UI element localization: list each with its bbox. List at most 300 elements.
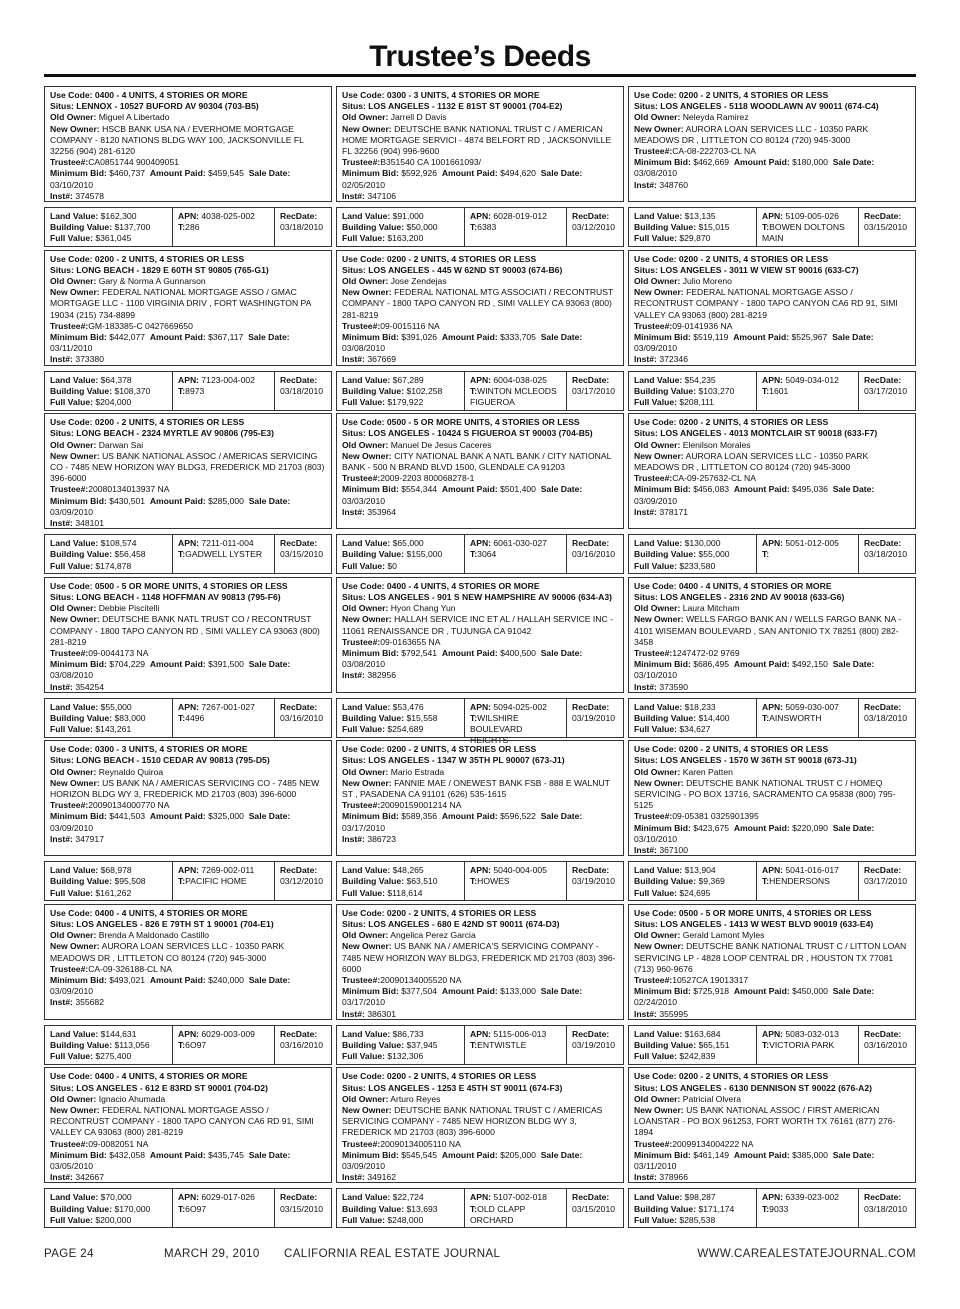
use-code-line: Use Code: 0200 - 2 UNITS, 4 STORIES OR LESS [634,1071,829,1082]
apn-column: APN: 5109-005-026 T:BOWEN DOLTONS MAIN [757,208,859,246]
land-value: $144,631 [100,1028,137,1039]
rec-date: 03/12/2010 [280,876,324,887]
old-owner: Jose Zendejas [390,275,447,286]
building-value: $15,558 [406,712,438,723]
record-details [628,577,916,693]
new-owner: HSCB BANK USA NA / EVERHOME MORTGAGE COMPANY - 8120 NATIONS BLDG WAY 100, JACKSONVILLE FL 32256 (904) 281-6120 [50,123,304,157]
record-values [44,1188,332,1228]
record-values [628,861,916,901]
use-code-line: Use Code: 0400 - 4 UNITS, 4 STORIES OR MORE [342,580,540,591]
new-owner-line: New Owner: DEUTSCHE BANK NATIONAL TRUST C / LITTON LOAN SERVICING LP - 4828 LOOP CENTRAL DR , HOUSTON TX 77081 (713) 960-9676 [634,941,907,974]
sale-date: 02/24/2010 [634,997,678,1008]
use-code: 0200 - 2 UNITS, 4 STORIES OR LESS [678,744,829,755]
amount-paid: $525,967 [791,331,828,342]
record-values [628,207,916,247]
minimum-bid: $589,356 [401,811,438,822]
record-details [44,904,332,1020]
new-owner: AURORA LOAN SERVICES LLC - 10350 PARK MEADOWS DR , LITTLETON CO 80124 (720) 945-3000 [634,450,869,472]
recdate-column: RecDate: 03/16/2010 [275,699,331,737]
record-values [336,1188,624,1228]
new-owner: DEUTSCHE BANK NATIONAL TRUST C / HOMEQ SERVICING - PO BOX 13716, SACRAMENTO CA 95838 (800) 795-5125 [634,777,896,811]
record-details [336,413,624,529]
old-owner: Ignacio Ahumada [98,1093,166,1104]
inst-number: 374578 [75,190,104,201]
record-details [628,904,916,1020]
sale-date: 03/10/2010 [634,833,678,844]
trustee-line: Trustee#:09-05381 0325901395 [634,811,759,822]
apn-column: APN: 7269-002-011 T:PACIFIC HOME [173,862,275,900]
tract: 9033 [769,1203,789,1214]
building-value: $95,508 [114,876,146,887]
record-values [628,371,916,411]
trustee-number: 09-05381 0325901395 [672,811,759,822]
record-values [44,698,332,738]
inst-line: Inst#: 353964 [342,506,396,517]
footer-date: MARCH 29, 2010 [164,1248,260,1260]
trustee-line: Trustee#:20080134013937 NA [50,484,170,495]
apn: 7267-001-027 [201,701,255,712]
use-code: 0200 - 2 UNITS, 4 STORIES OR LESS [678,253,829,264]
full-value: $275,400 [95,1051,132,1062]
bid-line: Minimum Bid: $430,501 Amount Paid: $285,000 Sale Date: 03/09/2010 [50,495,291,517]
building-value: $15,015 [698,222,730,233]
amount-paid: $391,500 [208,659,244,670]
inst-line: Inst#: 367100 [634,845,688,856]
rec-date: 03/12/2010 [572,222,616,233]
amount-paid: $492,150 [792,659,828,670]
land-value: $65,000 [392,538,424,549]
recdate-column: RecDate: 03/12/2010 [567,208,623,246]
situs: LOS ANGELES - 1413 W WEST BLVD 90019 (633-E4) [660,919,874,930]
bid-line: Minimum Bid: $725,918 Amount Paid: $450,000 Sale Date: 02/24/2010 [634,986,875,1008]
inst-number: 355995 [659,1008,688,1019]
new-owner: FEDERAL NATIONAL MORTGAGE ASSO / RECONTRUST COMPANY - 1800 TAPO CANYON CA6 RD 91, SIMI VALLEY CA 93063 (800) 281-8219 [50,1104,314,1138]
apn-column: APN: 5107-002-018 T:OLD CLAPP ORCHARD [465,1189,567,1227]
bid-line: Minimum Bid: $686,495 Amount Paid: $492,150 Sale Date: 03/10/2010 [634,659,875,681]
old-owner-line: Old Owner: Gerald Lamont Myles [634,930,765,941]
trustee-number: 20080134013937 NA [88,484,170,495]
recdate-column: RecDate: 03/18/2010 [859,535,915,573]
sale-date: 03/09/2010 [342,1161,386,1171]
land-value: $98,287 [684,1192,716,1203]
tract: BOWEN DOLTONS MAIN [762,222,845,244]
recdate-column: RecDate: 03/19/2010 [567,699,623,737]
new-owner-line: New Owner: HSCB BANK USA NA / EVERHOME MORTGAGE COMPANY - 8120 NATIONS BLDG WAY 100, JACKSONVILLE FL 32256 (904) 281-6120 [50,123,304,157]
recdate-column: RecDate: 03/12/2010 [275,862,331,900]
old-owner-line: Old Owner: Mario Estrada [342,766,445,777]
new-owner-line: New Owner: US BANK NATIONAL ASSOC / FIRST AMERICAN LOANSTAR - PO BOX 961253, FORT WORTH TX 76161 (877) 276-1894 [634,1104,896,1138]
recdate-column: RecDate: 03/15/2010 [275,1189,331,1227]
sale-date: 03/11/2010 [50,343,93,354]
situs: LOS ANGELES - 5118 WOODLAWN AV 90011 (674-C4) [660,101,879,112]
inst-number: 378966 [659,1172,688,1183]
tract: ENTWISTLE [477,1040,527,1051]
situs-line: Situs: LOS ANGELES - 445 W 62ND ST 90003 (674-B6) [342,264,563,275]
recdate-column: RecDate: 03/16/2010 [567,535,623,573]
trustee-line: Trustee#:09-0082051 NA [50,1138,149,1149]
old-owner: Brenda A Maldonado Castillo [98,930,210,941]
inst-number: 355682 [75,997,104,1008]
bid-line: Minimum Bid: $441,503 Amount Paid: $325,000 Sale Date: 03/09/2010 [50,811,291,833]
apn-column: APN: 5041-016-017 T:HENDERSONS [757,862,859,900]
trustee-deed-record [336,413,624,577]
new-owner: AURORA LOAN SERVICES LLC - 10350 PARK MEADOWS DR , LITTLETON CO 80124 (720) 945-3000 [634,123,869,145]
bid-line: Minimum Bid: $519,119 Amount Paid: $525,967 Sale Date: 03/09/2010 [634,331,874,354]
inst-line: Inst#: 367669 [342,354,396,365]
land-value: $22,724 [392,1192,424,1203]
situs: LENNOX - 10527 BUFORD AV 90304 (703-B5) [76,101,259,112]
trustee-line: Trustee#:09-0163655 NA [342,636,441,647]
record-details [336,740,624,856]
sale-date: 03/08/2010 [342,659,386,670]
old-owner-line: Old Owner: Brenda A Maldonado Castillo [50,930,210,941]
bid-line: Minimum Bid: $545,545 Amount Paid: $205,000 Sale Date: 03/09/2010 [342,1149,583,1171]
use-code: 0200 - 2 UNITS, 4 STORIES OR LESS [678,90,829,100]
new-owner-line: New Owner: DEUTSCHE BANK NATIONAL TRUST C / AMERICAN HOME MORTGAGE SERVICI - 4874 BELFORT RD , JACKSONVILLE FL 32256 (904) 996-9600 [342,123,612,157]
record-values [336,207,624,247]
situs: LOS ANGELES - 901 S NEW HAMPSHIRE AV 90006 (634-A3) [368,591,612,602]
trustee-deed-record [44,413,332,577]
trustee-number: CA-09-326188-CL NA [88,963,172,974]
situs: LONG BEACH - 1148 HOFFMAN AV 90813 (795-F6) [76,591,281,602]
inst-number: 386723 [367,833,396,844]
inst-number: 372346 [659,354,688,365]
page-title: Trustee’s Deeds [369,40,591,73]
bid-line: Minimum Bid: $460,737 Amount Paid: $459,545 Sale Date: 03/10/2010 [50,168,291,190]
new-owner-line: New Owner: DEUTSCHE BANK NATL TRUST CO / RECONTRUST COMPANY - 1800 TAPO CANYON RD , SIMI VALLEY CA 93063 (800) 281-8219 [50,614,320,647]
building-value: $56,458 [114,549,146,560]
trustee-line: Trustee#:B351540 CA 1001661093/ [342,157,482,168]
use-code: 0200 - 2 UNITS, 4 STORIES OR LESS [386,1071,537,1082]
use-code-line: Use Code: 0200 - 2 UNITS, 4 STORIES OR LESS [50,417,245,428]
apn: 5083-032-013 [785,1028,839,1039]
minimum-bid: $725,918 [693,986,730,997]
apn: 5094-025-002 [493,701,547,712]
inst-line: Inst#: 372346 [634,354,688,365]
trustee-deed-record [336,250,624,414]
recdate-column: RecDate: 03/15/2010 [859,208,915,246]
use-code-line: Use Code: 0400 - 4 UNITS, 4 STORIES OR MORE [634,580,832,591]
tract: PACIFIC HOME [185,876,247,887]
minimum-bid: $460,737 [109,168,146,179]
trustee-number: 1247472-02 9769 [672,647,740,658]
rec-date: 03/15/2010 [280,549,324,560]
trustee-line: Trustee#:CA-09-257632-CL NA [634,473,756,484]
new-owner-line: New Owner: AURORA LOAN SERVICES LLC - 10350 PARK MEADOWS DR , LITTLETON CO 80124 (720) 945-3000 [50,941,285,963]
sale-date: 02/05/2010 [342,179,386,190]
land-value: $55,000 [100,701,132,712]
old-owner-line: Old Owner: Jose Zendejas [342,275,447,286]
land-value: $162,300 [100,211,137,221]
use-code: 0200 - 2 UNITS, 4 STORIES OR LESS [678,417,829,428]
situs-line: Situs: LOS ANGELES - 1253 E 45TH ST 90011 (674-F3) [342,1082,563,1093]
old-owner-line: Old Owner: Elenilson Morales [634,439,751,450]
inst-line: Inst#: 386301 [342,1008,396,1019]
inst-line: Inst#: 355995 [634,1008,688,1019]
situs-line: Situs: LOS ANGELES - 826 E 79TH ST 1 90001 (704-E1) [50,919,274,930]
rec-date: 03/16/2010 [280,712,324,723]
full-value: $233,580 [679,560,716,571]
record-details [336,577,624,693]
apn: 5109-005-026 [785,211,839,221]
land-value: $108,574 [100,538,137,549]
inst-number: 382956 [367,670,396,681]
amount-paid: $333,705 [500,331,536,342]
bid-line: Minimum Bid: $592,926 Amount Paid: $494,620 Sale Date: 02/05/2010 [342,168,583,190]
trustee-line: Trustee#:1247472-02 9769 [634,647,740,658]
trustee-number: 09-0141936 NA [672,320,733,331]
full-value: $200,000 [95,1214,132,1225]
rec-date: 03/16/2010 [280,1040,324,1051]
sale-date: 03/09/2010 [50,986,94,997]
tract: 6383 [477,222,497,233]
use-code: 0500 - 5 OR MORE UNITS, 4 STORIES OR LESS [94,580,288,591]
situs: LONG BEACH - 1829 E 60TH ST 90805 (765-G1) [76,264,269,275]
recdate-column: RecDate: 03/17/2010 [859,862,915,900]
situs-line: Situs: LONG BEACH - 1510 CEDAR AV 90813 (795-D5) [50,755,270,766]
footer-page: PAGE 24 [44,1248,94,1260]
building-value: $102,258 [406,385,443,396]
inst-number: 373590 [659,681,688,692]
rec-date: 03/19/2010 [572,1040,616,1051]
full-value: $254,689 [387,724,424,735]
amount-paid: $400,500 [500,647,536,658]
use-code-line: Use Code: 0200 - 2 UNITS, 4 STORIES OR LESS [634,90,829,100]
use-code-line: Use Code: 0200 - 2 UNITS, 4 STORIES OR LESS [342,1071,537,1082]
sale-date: 03/11/2010 [634,1161,677,1171]
amount-paid: $240,000 [208,975,244,986]
use-code-line: Use Code: 0200 - 2 UNITS, 4 STORIES OR LESS [342,744,537,755]
situs: LOS ANGELES - 1347 W 35TH PL 90007 (673-J1) [368,755,565,766]
situs-line: Situs: LOS ANGELES - 4013 MONTCLAIR ST 90018 (633-F7) [634,428,878,439]
trustee-deed-record [628,86,916,250]
minimum-bid: $519,119 [693,331,729,342]
land-value: $64,378 [100,374,132,385]
sale-date: 03/10/2010 [50,179,94,190]
old-owner: Gerald Lamont Myles [682,930,765,941]
bid-line: Minimum Bid: $432,058 Amount Paid: $435,745 Sale Date: 03/05/2010 [50,1149,291,1171]
land-value: $67,289 [392,374,424,385]
use-code: 0400 - 4 UNITS, 4 STORIES OR MORE [94,90,248,100]
minimum-bid: $432,058 [109,1149,146,1160]
old-owner: Miguel A Libertado [98,112,170,123]
new-owner: DEUTSCHE BANK NATL TRUST CO / RECONTRUST COMPANY - 1800 TAPO CANYON RD , SIMI VALLEY CA 93063 (800) 281-8219 [50,614,320,647]
situs-line: Situs: LENNOX - 10527 BUFORD AV 90304 (703-B5) [50,101,259,112]
record-values [628,698,916,738]
new-owner: WELLS FARGO BANK AN / WELLS FARGO BANK NA - 4101 WISEMAN BOULEVARD , SAN ANTONIO TX 78251 (800) 282-3458 [634,614,901,647]
use-code: 0400 - 4 UNITS, 4 STORIES OR MORE [386,580,540,591]
old-owner-line: Old Owner: Reynaldo Quiroa [50,766,164,777]
footer-website[interactable]: WWW.CAREALESTATEJOURNAL.COM [697,1248,916,1260]
value-column: Land Value: $53,476 Building Value: $15,558 Full Value: $254,689 [337,699,465,737]
sale-date: 03/17/2010 [342,822,386,833]
situs-line: Situs: LOS ANGELES - 901 S NEW HAMPSHIRE AV 90006 (634-A3) [342,591,612,602]
apn: 6028-019-012 [493,211,547,221]
value-column: Land Value: $22,724 Building Value: $13,693 Full Value: $248,000 [337,1189,465,1227]
trustee-deed-record [628,250,916,414]
new-owner: DEUTSCHE BANK NATIONAL TRUST C / AMERICAS SERVICING COMPANY - 7485 NEW HORIZON BLDG WY 3, FREDERICK MD 21703 (803) 396-6000 [342,1104,603,1138]
rec-date: 03/15/2010 [572,1203,616,1214]
apn-column: APN: 6061-030-027 T:3064 [465,535,567,573]
new-owner: FEDERAL NATIONAL MORTGAGE ASSO / RECONTRUST COMPANY - 1800 TAPO CANYON CA6 RD 91, SIMI VALLEY CA 93063 (800) 281-8219 [634,287,898,320]
trustee-number: CA0851744 900409051 [88,157,180,168]
new-owner-line: New Owner: FANNIE MAE / ONEWEST BANK FSB - 888 E WALNUT ST , PASADENA CA 91101 (626) 535-1615 [342,777,610,800]
tract: HOWES [477,876,510,887]
old-owner: Darwan Sai [98,439,144,450]
rec-date: 03/18/2010 [864,549,908,560]
old-owner-line: Old Owner: Hyon Chang Yun [342,603,456,614]
value-column: Land Value: $98,287 Building Value: $171,174 Full Value: $285,538 [629,1189,757,1227]
situs: LONG BEACH - 1510 CEDAR AV 90813 (795-D5) [76,755,270,766]
new-owner: FEDERAL NATIONAL MORTGAGE ASSO / GMAC MORTGAGE LLC - 1100 VIRGINIA DRIV , FORT WASHINGTON PA 19034 (215) 734-8899 [50,287,311,320]
bid-line: Minimum Bid: $461,149 Amount Paid: $385,000 Sale Date: 03/11/2010 [634,1149,875,1171]
building-value: $13,693 [406,1203,438,1214]
apn: 7211-011-004 [201,538,254,549]
value-column: Land Value: $163,684 Building Value: $65,151 Full Value: $242,839 [629,1026,757,1064]
amount-paid: $459,545 [208,168,244,179]
tract: WINTON MCLEODS FIGUEROA [470,385,557,407]
use-code-line: Use Code: 0500 - 5 OR MORE UNITS, 4 STORIES OR LESS [50,580,288,591]
trustee-deed-record [44,86,332,250]
old-owner-line: Old Owner: Patricial Olvera [634,1093,741,1104]
sale-date: 03/09/2010 [50,506,94,517]
apn-column: APN: 5051-012-005 T: [757,535,859,573]
use-code-line: Use Code: 0200 - 2 UNITS, 4 STORIES OR LESS [342,907,537,918]
record-values [44,207,332,247]
apn: 4038-025-002 [201,211,255,221]
record-details [628,740,916,856]
situs: LOS ANGELES - 826 E 79TH ST 1 90001 (704-E1) [76,919,274,930]
full-value: $143,261 [95,724,132,735]
tract: 286 [185,222,200,233]
apn: 6029-017-026 [201,1192,255,1203]
apn: 5040-004-005 [493,865,547,876]
trustee-line: Trustee#:20090134005110 NA [342,1138,461,1149]
old-owner: Laura Mitcham [682,603,740,614]
record-details [628,1067,916,1183]
use-code-line: Use Code: 0200 - 2 UNITS, 4 STORIES OR LESS [634,417,829,428]
situs-line: Situs: LONG BEACH - 2324 MYRTLE AV 90806 (795-E3) [50,428,274,439]
value-column: Land Value: $64,378 Building Value: $108,370 Full Value: $204,000 [45,372,173,410]
rec-date: 03/15/2010 [280,1203,324,1214]
value-column: Land Value: $55,000 Building Value: $83,000 Full Value: $143,261 [45,699,173,737]
old-owner-line: Old Owner: Laura Mitcham [634,603,740,614]
use-code: 0200 - 2 UNITS, 4 STORIES OR LESS [386,907,537,918]
amount-paid: $220,090 [792,822,828,833]
old-owner: Hyon Chang Yun [390,603,456,614]
situs-line: Situs: LOS ANGELES - 10424 S FIGUEROA ST 90003 (704-B5) [342,428,593,439]
use-code-line: Use Code: 0400 - 4 UNITS, 4 STORIES OR MORE [50,90,248,100]
use-code: 0200 - 2 UNITS, 4 STORIES OR LESS [94,253,245,264]
inst-number: 349162 [367,1172,396,1183]
title-rule [44,74,916,77]
record-values [44,1025,332,1065]
apn-column: APN: 6004-038-025 T:WINTON MCLEODS FIGUEROA [465,372,567,410]
trustee-deed-record [44,904,332,1068]
inst-line: Inst#: 354254 [50,681,104,692]
inst-number: 386301 [367,1008,396,1019]
record-details [628,86,916,202]
minimum-bid: $462,669 [693,157,730,168]
rec-date: 03/16/2010 [572,549,616,560]
recdate-column: RecDate: 03/15/2010 [567,1189,623,1227]
use-code-line: Use Code: 0200 - 2 UNITS, 4 STORIES OR LESS [634,744,829,755]
situs-line: Situs: LOS ANGELES - 680 E 42ND ST 90011 (674-D3) [342,919,560,930]
apn-column: APN: 7267-001-027 T:4496 [173,699,275,737]
trustee-number: CA-08-222703-CL NA [672,146,756,157]
value-column: Land Value: $70,000 Building Value: $170,000 Full Value: $200,000 [45,1189,173,1227]
old-owner: Angelica Perez Garcia [390,930,476,941]
value-column: Land Value: $65,000 Building Value: $155,000 Full Value: $0 [337,535,465,573]
use-code: 0200 - 2 UNITS, 4 STORIES OR LESS [386,253,537,264]
trustee-line: Trustee#:09-0015116 NA [342,320,440,331]
tract: 3064 [477,549,497,560]
land-value: $13,135 [684,211,716,221]
apn-column: APN: 5115-006-013 T:ENTWISTLE [465,1026,567,1064]
sale-date: 03/08/2010 [342,343,386,354]
new-owner: FANNIE MAE / ONEWEST BANK FSB - 888 E WALNUT ST , PASADENA CA 91101 (626) 535-1615 [342,777,610,800]
situs-line: Situs: LOS ANGELES - 6130 DENNISON ST 90022 (676-A2) [634,1082,872,1093]
apn-column: APN: 5059-030-007 T:AINSWORTH [757,699,859,737]
situs-line: Situs: LOS ANGELES - 5118 WOODLAWN AV 90011 (674-C4) [634,101,879,112]
situs: LOS ANGELES - 10424 S FIGUEROA ST 90003 (704-B5) [368,428,593,439]
recdate-column: RecDate: 03/19/2010 [567,1026,623,1064]
inst-line: Inst#: 373590 [634,681,688,692]
sale-date: 03/09/2010 [634,495,678,506]
new-owner: US BANK NA / AMERICAS SERVICING CO - 7485 NEW HORIZON BLDG WY 3, FREDERICK MD 21703 (803) 396-6000 [50,777,320,800]
situs-line: Situs: LONG BEACH - 1829 E 60TH ST 90805 (765-G1) [50,264,269,275]
building-value: $9,369 [698,876,725,887]
old-owner: Debbie Piscitelli [98,603,160,614]
apn: 6061-030-027 [493,538,547,549]
land-value: $91,000 [392,211,424,221]
tract: AINSWORTH [769,712,822,723]
sale-date: 03/17/2010 [342,997,386,1008]
new-owner-line: New Owner: AURORA LOAN SERVICES LLC - 10350 PARK MEADOWS DR , LITTLETON CO 80124 (720) 945-3000 [634,450,869,472]
trustee-number: 09-0015116 NA [380,320,440,331]
use-code-line: Use Code: 0200 - 2 UNITS, 4 STORIES OR LESS [342,253,537,264]
minimum-bid: $456,083 [693,484,730,495]
record-details [628,413,916,529]
tract: WILSHIRE BOULEVARD HEIGHTS [470,712,523,746]
inst-line: Inst#: 347106 [342,190,396,201]
situs-line: Situs: LOS ANGELES - 612 E 83RD ST 90001 (704-D2) [50,1082,268,1093]
land-value: $54,235 [684,374,716,385]
apn-column: APN: 5094-025-002 T:WILSHIRE BOULEVARD HEIGHTS [465,699,567,737]
bid-line: Minimum Bid: $391,026 Amount Paid: $333,705 Sale Date: 03/08/2010 [342,331,583,354]
full-value: $163,200 [387,233,424,244]
bid-line: Minimum Bid: $704,229 Amount Paid: $391,500 Sale Date: 03/08/2010 [50,659,291,681]
minimum-bid: $441,503 [109,811,146,822]
apn-column: APN: 5040-004-005 T:HOWES [465,862,567,900]
recdate-column: RecDate: 03/18/2010 [859,699,915,737]
value-column: Land Value: $48,265 Building Value: $63,510 Full Value: $118,614 [337,862,465,900]
building-value: $65,151 [698,1040,730,1051]
trustee-deed-record [628,577,916,741]
inst-line: Inst#: 347917 [50,833,104,844]
inst-number: 347917 [75,833,104,844]
trustee-number: GM-183385-C 0427669650 [88,320,193,331]
old-owner-line: Old Owner: Manuel De Jesus Caceres [342,439,492,450]
use-code-line: Use Code: 0500 - 5 OR MORE UNITS, 4 STORIES OR LESS [342,417,580,428]
trustee-number: 20090159001214 NA [380,800,462,811]
trustee-deed-record [336,86,624,250]
inst-number: 347106 [367,190,396,201]
apn: 5107-002-018 [493,1192,547,1203]
situs-line: Situs: LOS ANGELES - 1570 W 36TH ST 90018 (673-J1) [634,755,857,766]
trustee-deed-record [44,250,332,414]
records-grid [44,86,916,1231]
